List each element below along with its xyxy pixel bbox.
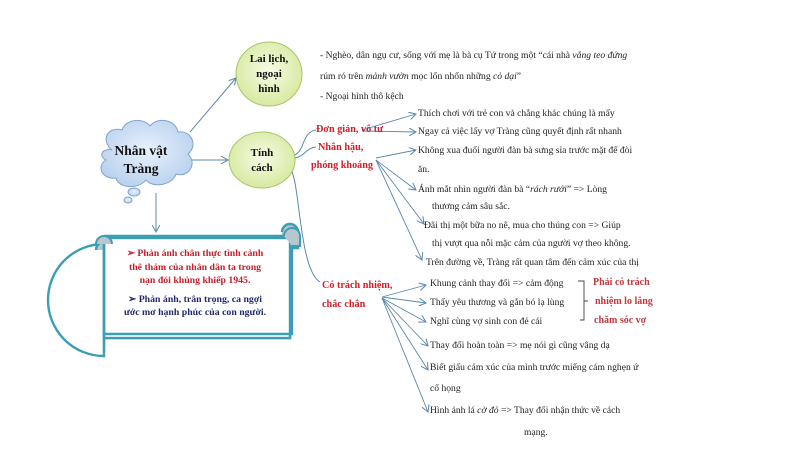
lai-lich-detail-2: rúm ró trên mảnh vườn mọc lổn nhổn những cỏ dại” bbox=[320, 71, 522, 82]
detail-1: Thích chơi với trẻ con và chẳng khác chúng là mấy bbox=[418, 108, 615, 119]
bullet-icon: ➢ bbox=[128, 293, 137, 305]
lai-lich-line2: ngoại bbox=[256, 68, 282, 80]
detail-4a: Ánh mắt nhìn người đàn bà “rách rưới” => Lòng bbox=[418, 184, 607, 195]
lai-lich-label bbox=[240, 52, 298, 97]
detail-4b: thương cảm sâu sắc. bbox=[432, 201, 510, 212]
tinh-cach-label bbox=[235, 146, 289, 176]
lai-lich-detail-1: - Nghèo, dân ngụ cư, sống với mẹ là bà cụ Tứ trong một “cái nhà vắng teo đứng bbox=[320, 50, 628, 61]
lai-lich-line1: Lai lịch, bbox=[249, 53, 289, 65]
detail-12a: Hình ảnh lá cờ đỏ => Thay đổi nhận thức về cách bbox=[430, 405, 621, 416]
detail-6: Trên đường về, Tràng rất quan tâm đến cảm xúc của thị bbox=[426, 257, 639, 268]
detail-7: Khung cảnh thay đổi => cảm động bbox=[430, 278, 564, 289]
trait-trach-nhiem-2: chắc chắn bbox=[322, 299, 366, 310]
scroll-content bbox=[110, 247, 280, 320]
center-node-label bbox=[100, 142, 182, 178]
detail-3b: ăn. bbox=[418, 164, 430, 175]
detail-9: Nghĩ cùng vợ sinh con đẻ cái bbox=[430, 316, 543, 327]
tinh-cach-line2: cách bbox=[251, 162, 273, 174]
tinh-cach-line1: Tính bbox=[250, 147, 274, 159]
lai-lich-line3: hình bbox=[258, 83, 280, 95]
bracket-note-1: Phải có trách bbox=[593, 277, 650, 288]
bracket-note-3: chăm sóc vợ bbox=[594, 315, 647, 326]
detail-10: Thay đổi hoàn toàn => mẹ nói gì cũng vâng dạ bbox=[430, 340, 610, 351]
detail-5a: Đãi thị một bữa no nê, mua cho thúng con => Giúp bbox=[424, 220, 621, 231]
detail-12b: mạng. bbox=[524, 427, 548, 438]
lai-lich-detail-3: - Ngoại hình thô kệch bbox=[320, 91, 404, 102]
detail-8: Thấy yêu thương và gắn bó lạ lùng bbox=[430, 297, 565, 308]
detail-3a: Không xua đuổi người đàn bà sưng sỉa trước mặt để đòi bbox=[418, 145, 633, 156]
detail-5b: thị vượt qua nỗi mặc cảm của người vợ theo không. bbox=[432, 238, 631, 249]
detail-11b: cổ họng bbox=[430, 383, 461, 394]
bracket bbox=[578, 281, 588, 320]
bullet-icon: ➢ bbox=[126, 248, 135, 259]
scroll-paragraph-1: ➢ Phản ánh chân thực tình cảnh thê thảm của nhân dân ta trong nạn đói khủng khiếp 1945. bbox=[126, 248, 264, 286]
trait-nhan-hau-2: phóng khoáng bbox=[311, 160, 374, 171]
trait-don-gian: Đơn giản, vô tư bbox=[316, 124, 384, 135]
bracket-note-2: nhiệm lo lắng bbox=[595, 296, 653, 307]
center-label-line2: Tràng bbox=[123, 161, 159, 176]
trait-trach-nhiem-1: Có trách nhiệm, bbox=[322, 280, 393, 291]
detail-2: Ngay cả việc lấy vợ Tràng cũng quyết định rất nhanh bbox=[418, 126, 622, 137]
detail-11a: Biết giấu cảm xúc của mình trước miếng cám nghẹn ứ bbox=[430, 362, 639, 373]
trait-nhan-hau-1: Nhân hậu, bbox=[318, 142, 364, 153]
center-label-line1: Nhân vật bbox=[114, 143, 168, 158]
scroll-paragraph-2: ➢ Phản ánh, trân trọng, ca ngợi ước mơ hạnh phúc của con người. bbox=[123, 293, 267, 318]
